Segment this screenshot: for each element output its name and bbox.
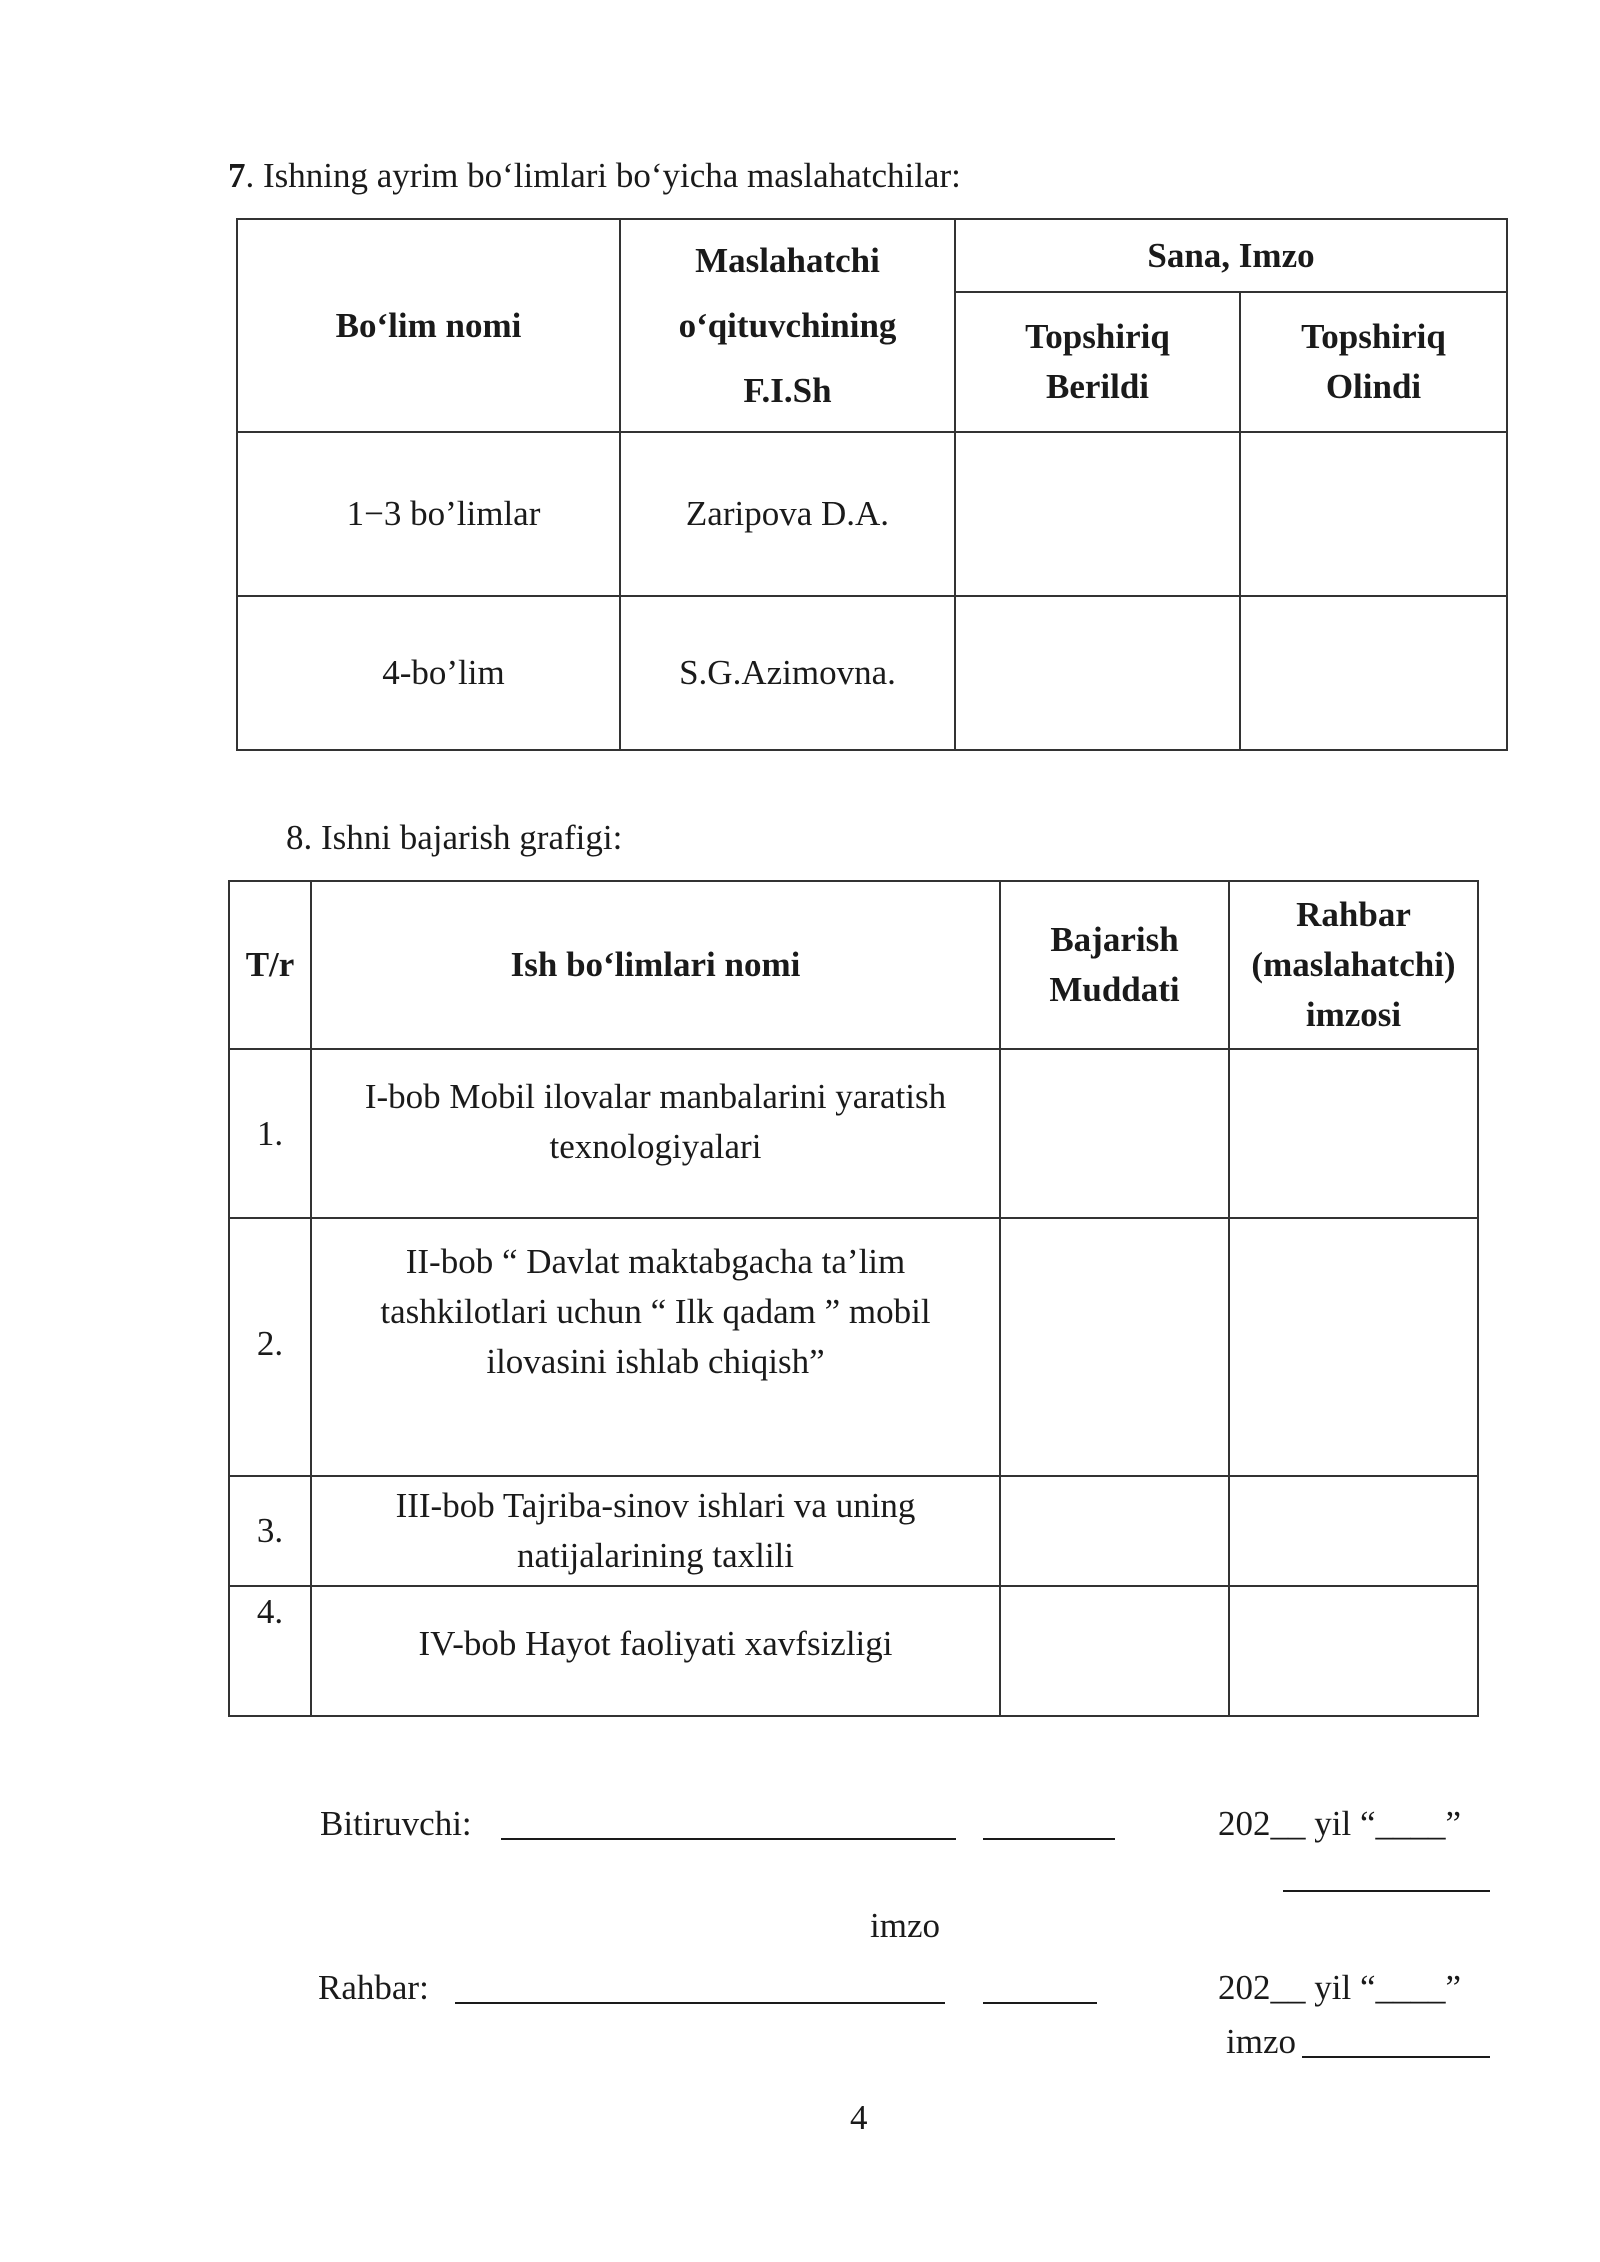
rahbar-imzo-line [1302,2056,1490,2058]
maslahatchi-cell: Zaripova D.A. [620,432,955,596]
header-bolim-nomi: Bo‘lim nomi [237,219,620,432]
imzo-caption: imzo [870,1906,940,1945]
table-row [229,1586,1478,1716]
row-number: 3. [229,1476,311,1586]
bitiruvchi-date-line [1283,1890,1490,1892]
rahbar-imzo-caption: imzo [1226,2022,1296,2061]
table-row [229,1476,1478,1586]
olindi-cell [1240,596,1507,750]
signature-cell [1229,1218,1478,1476]
header-topshiriq-olindi: Topshiriq Olindi [1240,292,1507,432]
table-row [229,1218,1478,1476]
chapter-name-cell: II-bob “ Davlat maktabgacha ta’lim tashkilotlari uchun “ Ilk qadam ” mobil ilovasini ishlab chiqish” [311,1218,1000,1476]
deadline-cell [1000,1218,1229,1476]
row-number: 4. [229,1586,311,1716]
header-bajarish-muddati: Bajarish Muddati [1000,881,1229,1049]
header-sana-imzo: Sana, Imzo [955,219,1507,292]
rahbar-label: Rahbar: [318,1968,429,2007]
deadline-cell [1000,1049,1229,1218]
maslahatchi-cell: S.G.Azimovna. [620,596,955,750]
chapter-name-cell: I-bob Mobil ilovalar manbalarini yaratish texnologiyalari [311,1049,1000,1218]
header-topshiriq-berildi: Topshiriq Berildi [955,292,1240,432]
consultants-table [236,218,1508,751]
bolim-cell: 4-bo’lim [237,596,620,750]
row-number: 1. [229,1049,311,1218]
bitiruvchi-signature-line [983,1838,1115,1840]
page-number: 4 [850,2098,868,2137]
bitiruvchi-label: Bitiruvchi: [320,1804,472,1843]
header-tr: T/r [229,881,311,1049]
section-7-heading [228,156,961,196]
deadline-cell [1000,1476,1229,1586]
rahbar-date: 202__ yil “____” [1218,1968,1462,2007]
table-row [229,1049,1478,1218]
header-rahbar-imzosi: Rahbar (maslahatchi) imzosi [1229,881,1478,1049]
section-8-heading: 8. Ishni bajarish grafigi: [286,818,623,857]
schedule-table [228,880,1479,1717]
bitiruvchi-name-line [501,1838,956,1840]
berildi-cell [955,432,1240,596]
signature-cell [1229,1049,1478,1218]
deadline-cell [1000,1586,1229,1716]
rahbar-name-line [455,2002,945,2004]
table-row [237,596,1507,750]
section-7-title: . Ishning ayrim bo‘limlari bo‘yicha maslahatchilar: [245,156,961,195]
chapter-name-cell: IV-bob Hayot faoliyati xavfsizligi [311,1586,1000,1716]
olindi-cell [1240,432,1507,596]
bitiruvchi-date: 202__ yil “____” [1218,1804,1462,1843]
rahbar-signature-line [983,2002,1097,2004]
row-number: 2. [229,1218,311,1476]
header-maslahatchi: Maslahatchi o‘qituvchining F.I.Sh [620,219,955,432]
bolim-cell: 1−3 bo’limlar [237,432,620,596]
section-7-number: 7 [228,156,246,195]
berildi-cell [955,596,1240,750]
header-ish-nomi: Ish bo‘limlari nomi [311,881,1000,1049]
chapter-name-cell: III-bob Tajriba-sinov ishlari va uning natijalarining taxlili [311,1476,1000,1586]
signature-cell [1229,1586,1478,1716]
table-row [237,432,1507,596]
signature-cell [1229,1476,1478,1586]
